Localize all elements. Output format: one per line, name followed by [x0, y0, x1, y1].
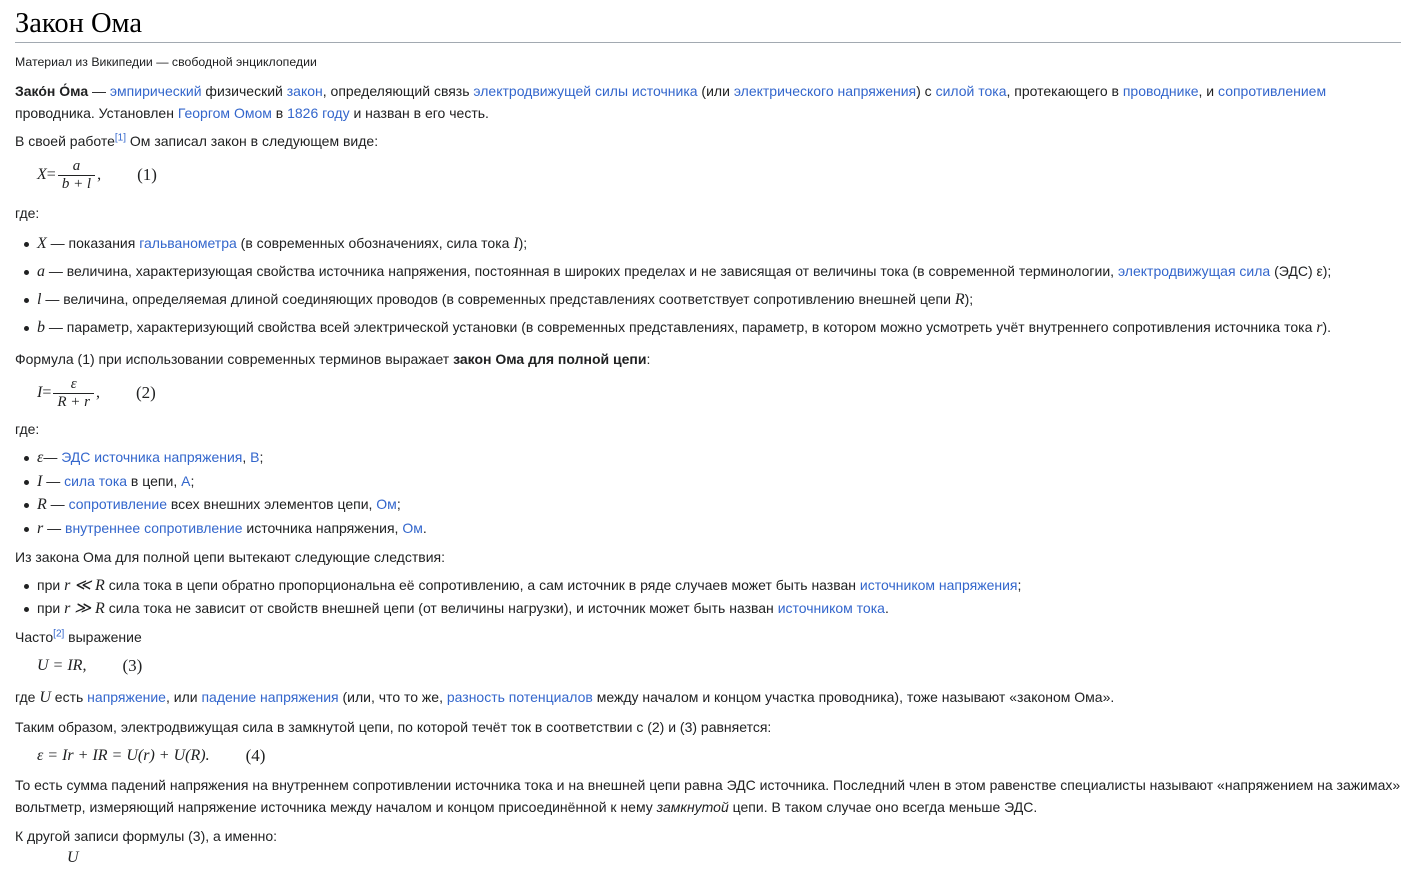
- link-voltage-drop[interactable]: падение напряжения: [201, 689, 339, 705]
- link-voltage[interactable]: электрического напряжения: [733, 83, 917, 99]
- often-paragraph: Часто[2] выражение: [15, 628, 142, 645]
- formula-3: U = IR, (3): [37, 656, 143, 675]
- formula-2: I = $\frac{\varepsilon}{R + r}$ , (2): [37, 375, 156, 410]
- reference-1[interactable]: [1]: [114, 132, 127, 144]
- where-label: где:: [15, 421, 40, 437]
- link-ohm[interactable]: Георгом Омом: [177, 105, 272, 121]
- list-item: ε— ЭДС источника напряжения, В;: [37, 446, 1401, 470]
- tagline: Материал из Википедии — свободной энциклопедии: [15, 55, 317, 69]
- consequences-intro: Из закона Ома для полной цепи вытекают следующие следствия:: [15, 549, 445, 565]
- link-unit-ohm-2[interactable]: Ом: [402, 519, 423, 536]
- list-item: R — сопротивление всех внешних элементов цепи, Ом;: [37, 493, 1401, 517]
- link-internal-resistance[interactable]: внутреннее сопротивление: [65, 519, 243, 536]
- thus-paragraph: Таким образом, электродвижущая сила в замкнутой цепи, по которой течёт ток в соответствии с (2) и (3) равняется:: [15, 719, 772, 735]
- list-item: r — внутреннее сопротивление источника напряжения, Ом.: [37, 517, 1401, 541]
- link-unit-volt[interactable]: В: [250, 449, 260, 465]
- equation-number: (3): [122, 656, 143, 675]
- link-empirical[interactable]: эмпирический: [109, 83, 202, 99]
- link-potential-difference[interactable]: разность потенциалов: [446, 689, 593, 705]
- link-emf-2[interactable]: электродвижущая сила: [1117, 263, 1271, 279]
- link-emf[interactable]: электродвижущей силы источника: [473, 83, 698, 99]
- where-voltage-paragraph: где U есть напряжение, или падение напряжения (или, что то же, разность потенциалов между началом и концом участка проводника), тоже называют «законом Ома».: [15, 689, 1115, 706]
- link-current[interactable]: силой тока: [935, 83, 1007, 99]
- article: [15, 0, 1401, 869]
- consequences-list: [15, 574, 1401, 620]
- list-item: l — величина, определяемая длиной соединяющих проводов (в современных представлениях соответствует сопротивлению внешней цепи R);: [37, 288, 1401, 311]
- link-unit-ohm[interactable]: Ом: [376, 496, 397, 512]
- formula-4: ε = Ir + IR = U(r) + U(R). (4): [37, 746, 266, 765]
- list-item: I — сила тока в цепи, А;: [37, 470, 1401, 494]
- equation-number: (4): [245, 746, 266, 765]
- list-item: при r ≪ R сила тока в цепи обратно пропорциональна её сопротивлению, а сам источник в ряде случаев может быть назван источником напряжения;: [37, 574, 1401, 597]
- reference-2[interactable]: [2]: [53, 628, 65, 640]
- equation-number: (2): [135, 383, 156, 402]
- list-item: a — величина, характеризующая свойства источника напряжения, постоянная в широких пределах и не зависящая от величины тока (в современной терминологии, электродвижущая сила (ЭДС) ε);: [37, 260, 1401, 283]
- where-label: где:: [15, 205, 40, 221]
- fraction: $\frac{a}{b + l}$: [58, 158, 95, 193]
- link-current-source[interactable]: источником тока: [777, 600, 885, 616]
- equation-number: (1): [137, 165, 157, 184]
- link-unit-ampere[interactable]: А: [181, 472, 191, 489]
- link-galvanometer[interactable]: гальванометра: [139, 235, 237, 251]
- link-resistance[interactable]: сопротивлением: [1218, 83, 1327, 99]
- intro-paragraph: Зако́н О́ма — эмпирический физический закон, определяющий связь электродвижущей силы источника (или электрического напряжения) с силой тока, протекающего в проводнике, и сопротивлением проводника. Установлен Георгом Омом в 1826 году и назван в его честь.: [15, 83, 1327, 121]
- link-emf-source[interactable]: ЭДС источника напряжения: [61, 449, 243, 465]
- link-current-2[interactable]: сила тока: [64, 472, 128, 489]
- sum-paragraph: То есть сумма падений напряжения на внутреннем сопротивлении источника тока и на внешней цепи равна ЭДС источника. Последний член в этом равенстве специалисты называют «напряжением на зажимах» вольтметр, измеряющий напряжение источника между началом и концом присоединённой к нему замкнутой цепи. В таком случае оно всегда меньше ЭДС.: [15, 777, 1401, 815]
- work-paragraph: В своей работе[1] Ом записал закон в следующем виде:: [15, 132, 379, 149]
- link-resistance-2[interactable]: сопротивление: [68, 496, 167, 512]
- formula-intro: Формула (1) при использовании современных терминов выражает закон Ома для полной цепи:: [15, 351, 651, 367]
- variable-list-1: [15, 232, 1401, 339]
- page-title: Закон Ома: [15, 0, 1401, 43]
- list-item: b — параметр, характеризующий свойства всей электрической установки (в современных представлениях, параметр, в котором можно усмотреть учёт внутреннего сопротивления источника тока r).: [37, 316, 1401, 339]
- link-voltage-source[interactable]: источником напряжения: [859, 577, 1018, 593]
- formula-5-partial: U: [67, 849, 79, 866]
- other-paragraph: К другой записи формулы (3), а именно:: [15, 828, 278, 844]
- term-bold: Зако́н О́ма: [15, 83, 89, 99]
- link-year[interactable]: 1826 году: [287, 105, 350, 121]
- link-conductor[interactable]: проводнике: [1122, 83, 1199, 99]
- fraction: $\frac{\varepsilon}{R + r}$: [53, 376, 94, 411]
- variable-list-2: [15, 446, 1401, 540]
- link-voltage-2[interactable]: напряжение: [87, 689, 166, 705]
- formula-1: X = $\frac{a}{b + l}$ , (1): [37, 157, 157, 192]
- list-item: X — показания гальванометра (в современных обозначениях, сила тока I);: [37, 232, 1401, 255]
- link-law[interactable]: закон: [286, 83, 323, 99]
- list-item: при r ≫ R сила тока не зависит от свойств внешней цепи (от величины нагрузки), и источник может быть назван источником тока.: [37, 597, 1401, 620]
